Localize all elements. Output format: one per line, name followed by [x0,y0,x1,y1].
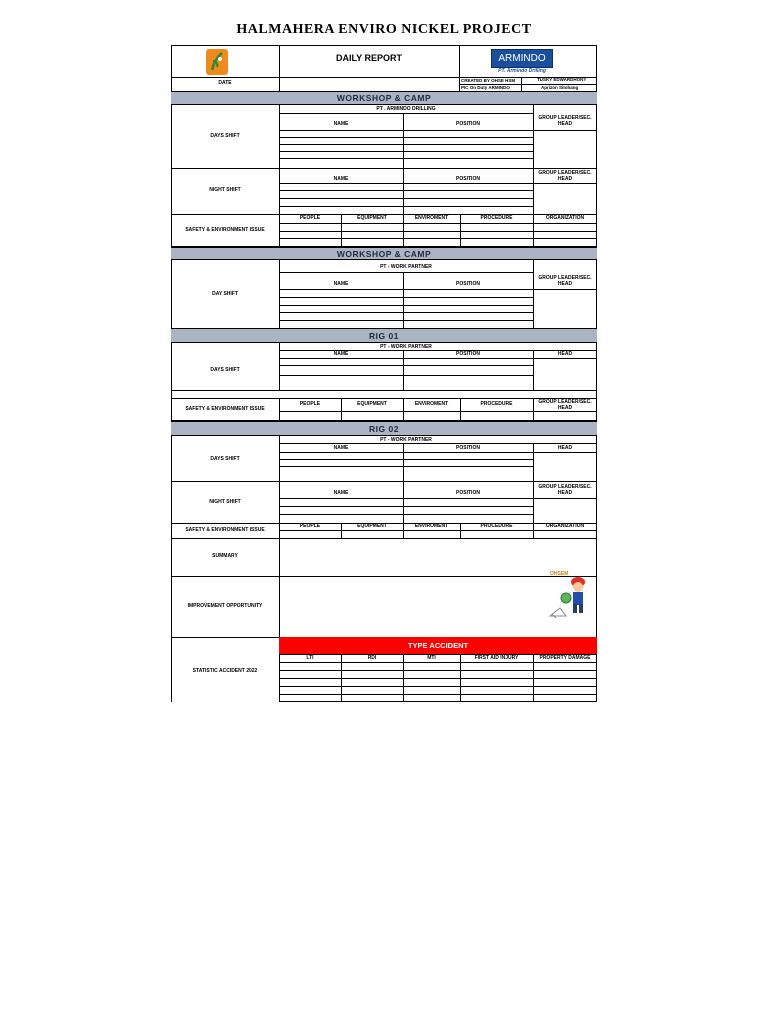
rig02-people-header: PEOPLE [299,523,321,529]
rig02-days-shift-label: DAYS SHIFT [210,456,240,462]
rig02-organization-header: ORGANIZATION [545,523,585,529]
workshop1-equipment-header: EQUIPMENT [357,215,387,221]
rig01-leader-header: GROUP LEADER/SEC. HEAD [538,399,592,411]
rig02-company: PT - WORK PARTNER [380,437,432,443]
workshop1-organization-header: ORGANIZATION [545,215,585,221]
armindo-logo-subtitle: PT. Armindo Drilling [498,68,546,74]
left-logo [205,48,229,76]
workshop1-day-position-header: POSITION [456,121,480,127]
workshop1-night-leader-header: GROUP LEADER/SEC. HEAD [538,170,592,182]
improvement-label: IMPROVEMENT OPPORTUNITY [187,603,263,609]
accident-col-mti: MTI [427,655,436,661]
workshop1-day-name-header: NAME [333,121,349,127]
workshop-camp-band-2: WORKSHOP & CAMP [171,247,597,260]
rig01-head-header: HEAD [557,351,573,357]
rig01-equipment-header: EQUIPMENT [357,401,387,407]
armindo-logo [491,49,553,75]
workshop1-night-shift-label: NIGHT SHIFT [209,187,241,193]
pic-name: Aprizon Sitohang [541,85,579,90]
workshop1-day-leader-header: GROUP LEADER/SEC. HEAD [538,115,592,127]
workshop2-company: PT - WORK PARTNER [380,264,432,270]
workshop2-position-header: POSITION [456,281,480,287]
rig02-day-position-header: POSITION [456,445,480,451]
workshop1-safety-label: SAFETY & ENVIRONMENT ISSUE [185,227,265,233]
workshop1-environment-header: ENVIROMENT [414,215,449,221]
summary-label: SUMMARY [212,553,238,559]
accident-col-lti: LTI [306,655,314,661]
rig02-night-position-header: POSITION [456,490,480,496]
rig02-night-name-header: NAME [333,490,349,496]
date-label: DATE [218,80,232,86]
created-by-label: CREATED BY OHSE HSM [461,78,516,83]
document-title: HALMAHERA ENVIRO NICKEL PROJECT [236,22,532,37]
rig02-safety-label: SAFETY & ENVIRONMENT ISSUE [185,527,265,533]
rig02-equipment-header: EQUIPMENT [357,523,387,529]
armindo-logo-brand: ARMINDO [491,49,553,68]
rig01-safety-label: SAFETY & ENVIRONMENT ISSUE [185,406,265,412]
workshop2-leader-header: GROUP LEADER/SEC. HEAD [538,275,592,287]
rig01-people-header: PEOPLE [299,401,321,407]
rig01-procedure-header: PROCEDURE [480,401,513,407]
daily-report-sheet [171,45,597,702]
accident-col-first-aid: FIRST AID INJURY [474,655,519,661]
rig01-band: RIG 01 [171,328,597,343]
rig02-environment-header: ENVIROMENT [414,523,449,529]
rig01-position-header: POSITION [456,351,480,357]
statistic-label: STATISTIC ACCIDENT 2022 [192,668,258,674]
created-by-name: TUSKY EDWARDHONY [537,77,587,82]
workshop-camp-band-1: WORKSHOP & CAMP [171,91,597,105]
rig01-days-shift-label: DAYS SHIFT [210,367,240,373]
workshop1-company: PT . ARMINDO DRILLING [376,106,436,112]
workshop1-procedure-header: PROCEDURE [480,215,513,221]
rig01-name-header: NAME [333,351,349,357]
workshop2-name-header: NAME [333,281,349,287]
workshop1-days-shift-label: DAYS SHIFT [210,133,240,139]
rig02-day-head-header: HEAD [557,445,573,451]
workshop1-night-name-header: NAME [333,176,349,182]
mascot-label: OHSEM [550,571,569,577]
workshop1-people-header: PEOPLE [299,215,321,221]
accident-col-property-damage: PROPERTY DAMAGE [539,655,591,661]
rig01-company: PT - WORK PARTNER [380,344,432,350]
rig02-night-leader-header: GROUP LEADER/SEC. HEAD [538,484,592,496]
workshop1-night-position-header: POSITION [456,176,480,182]
rig02-day-name-header: NAME [333,445,349,451]
report-title: DAILY REPORT [335,53,402,63]
rig02-procedure-header: PROCEDURE [480,523,513,529]
accident-col-rdi: RDI [367,655,377,661]
pic-on-duty-label: PIC On Duty ARMINDO [461,85,510,90]
rig02-night-shift-label: NIGHT SHIFT [209,499,241,505]
type-accident-header: TYPE ACCIDENT [279,637,597,654]
rig01-environment-header: ENVIROMENT [414,401,449,407]
workshop2-day-shift-label: DAY SHIFT [212,291,238,297]
safety-mascot-image [546,568,594,622]
rig02-band: RIG 02 [171,421,597,436]
